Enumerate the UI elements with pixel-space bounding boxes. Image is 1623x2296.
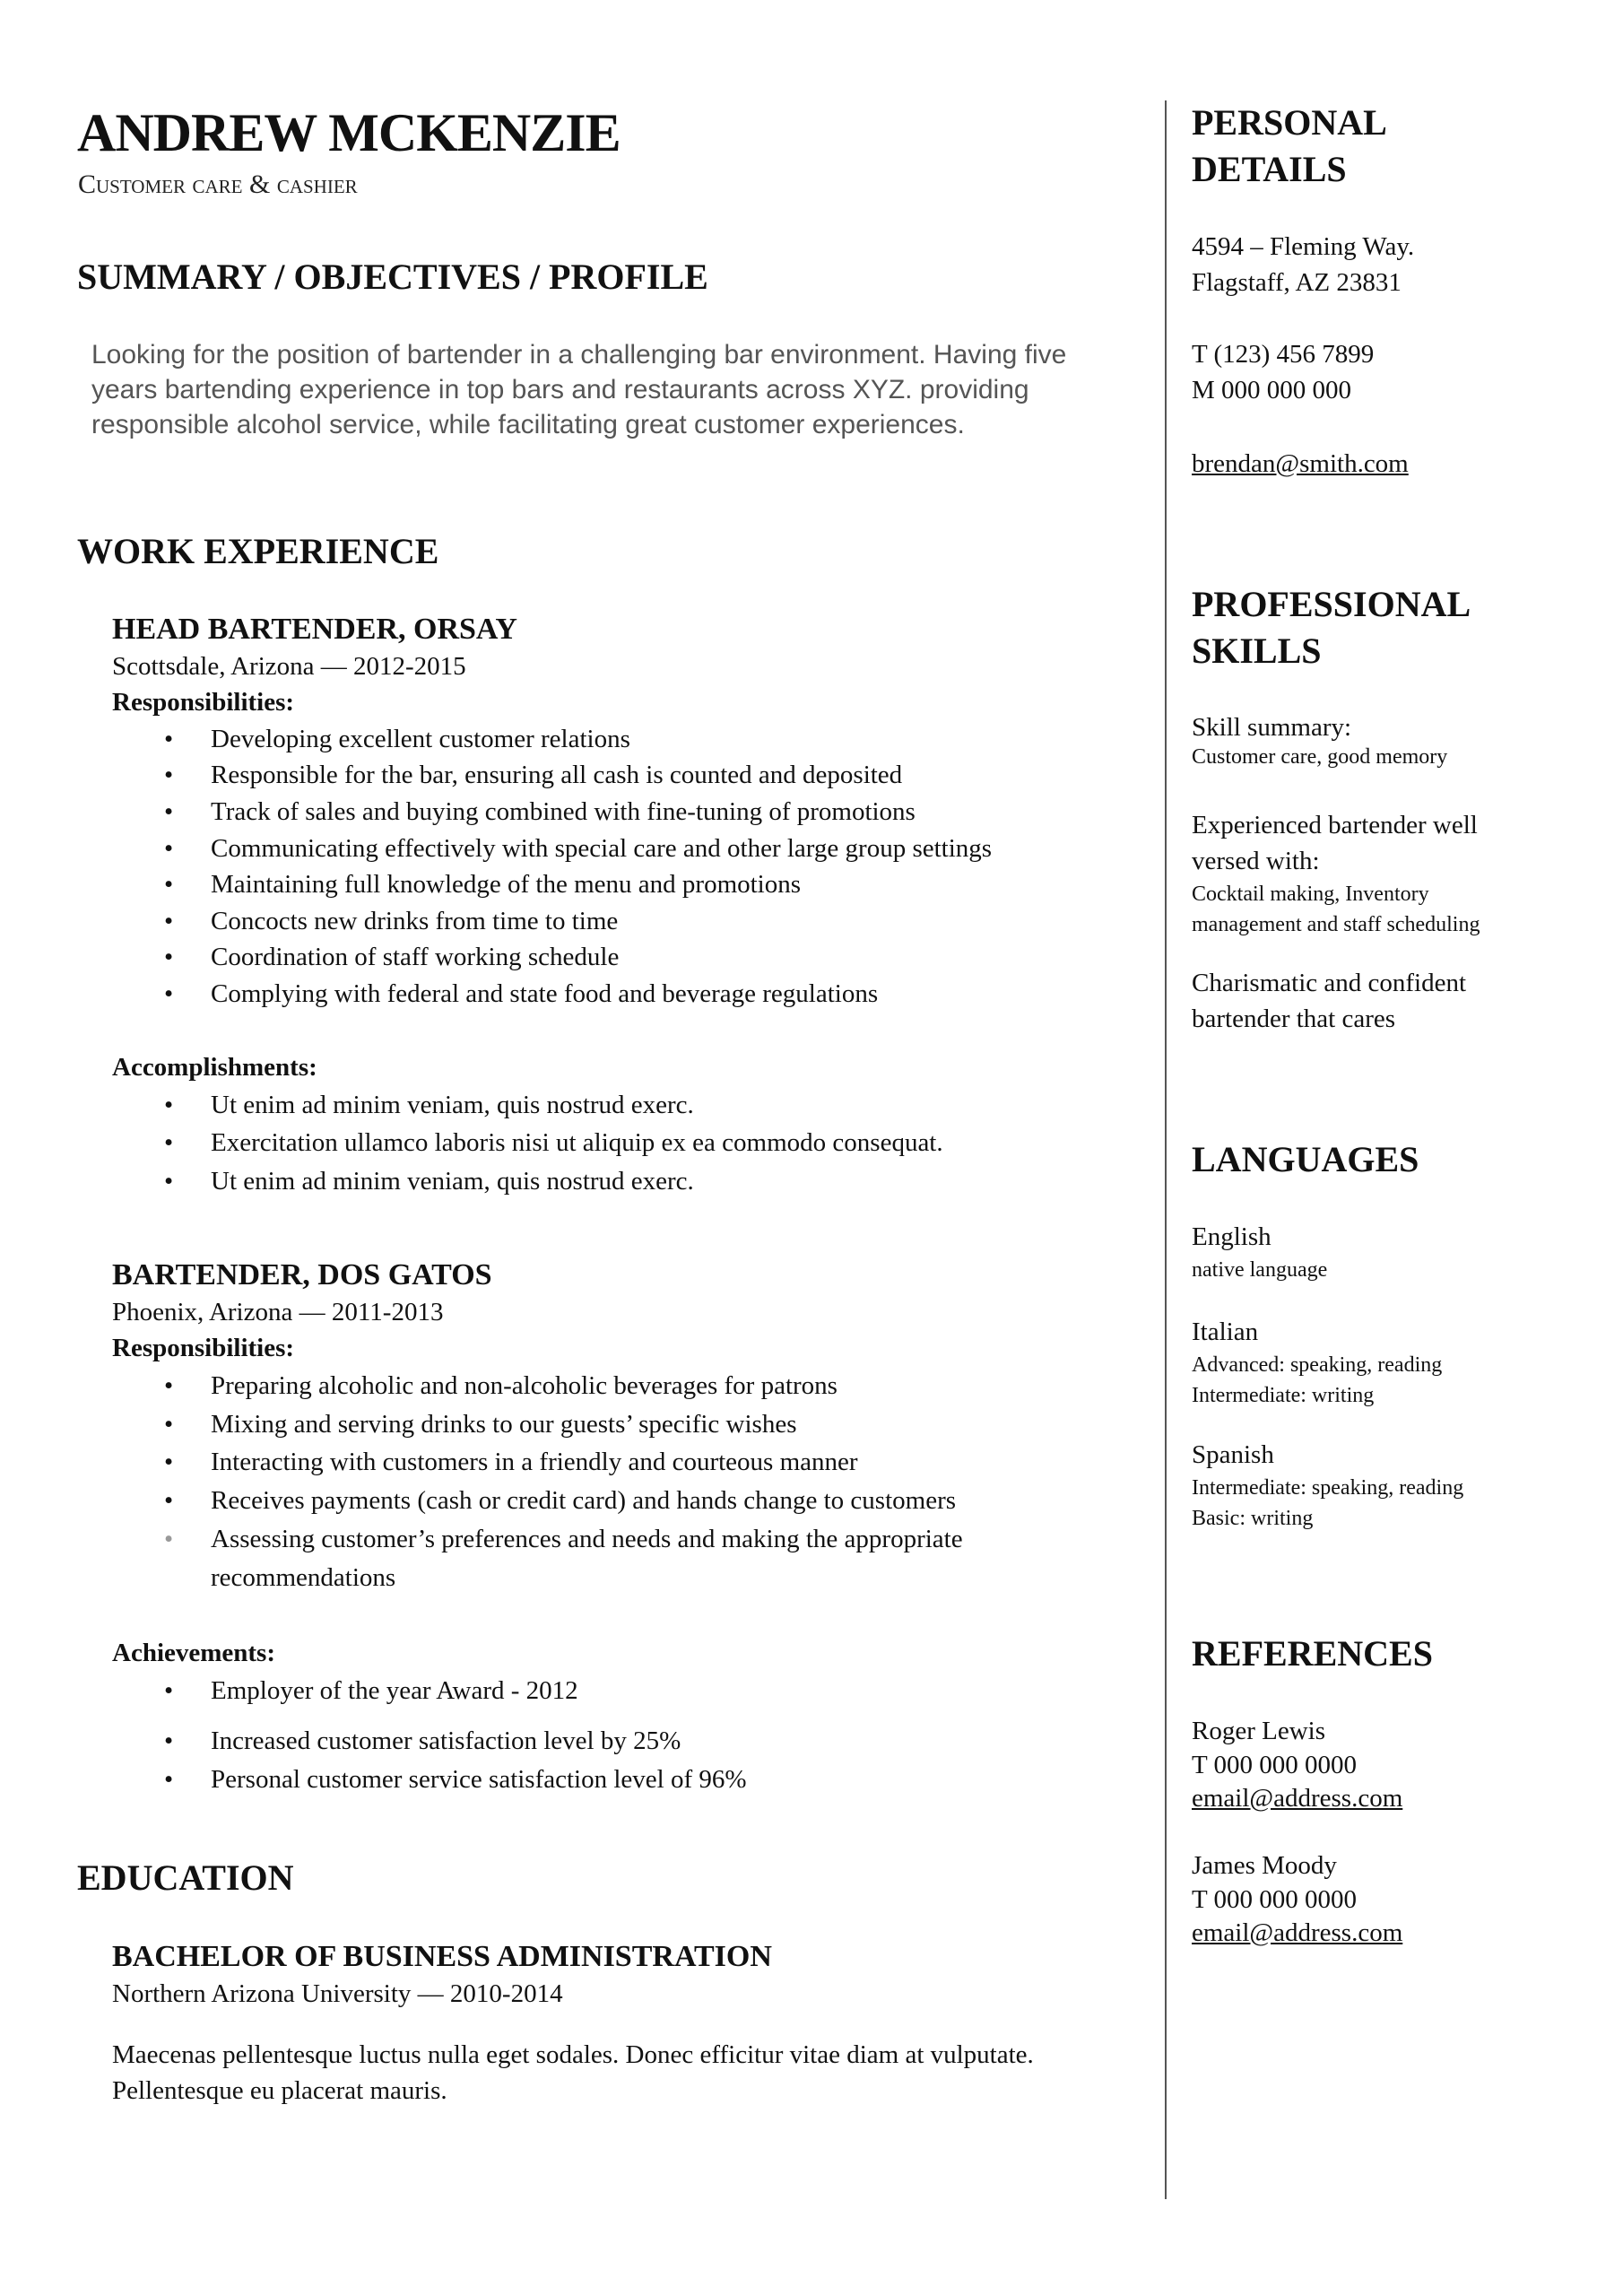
references-heading: REFERENCES <box>1192 1633 1433 1674</box>
phone: T (123) 456 7899 <box>1192 340 1375 369</box>
list-item: • Assessing customer’s preferences and needs and making the appropriate recommendations <box>112 1520 1081 1597</box>
skill-summary <box>1192 709 1447 772</box>
list-item: • Ut enim ad minim veniam, quis nostrud exerc. <box>112 1162 943 1201</box>
reference-email-link[interactable]: email@address.com <box>1192 1918 1403 1947</box>
list-item: • Receives payments (cash or credit card) and hands change to customers <box>112 1482 1081 1520</box>
heading-line: PERSONAL <box>1192 102 1387 143</box>
responsibilities-label: Responsibilities: <box>112 688 295 718</box>
education-description: Maecenas pellentesque luctus nulla eget sodales. Donec efficitur vitae diam at vulputate. Pellentesque eu placerat mauris. <box>112 2040 1034 2106</box>
accomplishments-list <box>112 1086 943 1201</box>
job-2 <box>112 1257 1081 1597</box>
summary-text: Looking for the position of bartender in a challenging bar environment. Having five years bartending experience in top bars and restaurants across XYZ. providing responsible alcohol service, while facilitating great customer experiences. <box>91 340 1067 439</box>
candidate-name: ANDREW MCKENZIE <box>77 103 621 162</box>
reference-email-link[interactable]: email@address.com <box>1192 1784 1403 1813</box>
column-divider <box>1165 100 1167 2199</box>
work-experience-heading: WORK EXPERIENCE <box>77 531 439 571</box>
language-spanish <box>1192 1437 1463 1534</box>
languages-heading: LANGUAGES <box>1192 1139 1419 1179</box>
language-level: Intermediate: writing <box>1192 1384 1375 1407</box>
email-link[interactable]: brendan@smith.com <box>1192 449 1409 478</box>
professional-skills-heading <box>1192 581 1471 674</box>
list-item: • Interacting with customers in a friendly and courteous manner <box>112 1443 1081 1482</box>
list-item: • Concocts new drinks from time to time <box>112 903 992 940</box>
list-item: • Communicating effectively with special care and other large group settings <box>112 831 992 867</box>
list-item: • Exercitation ullamco laboris nisi ut aliquip ex ea commodo consequat. <box>112 1124 943 1162</box>
list-item: • Employer of the year Award - 2012 <box>112 1672 747 1710</box>
reference-2 <box>1192 1849 1402 1951</box>
address-line: 4594 – Fleming Way. <box>1192 232 1415 261</box>
language-level: Intermediate: speaking, reading <box>1192 1476 1464 1500</box>
list-item: • Developing excellent customer relations <box>112 721 992 758</box>
reference-phone: T 000 000 0000 <box>1192 1884 1357 1914</box>
language-name: Italian <box>1192 1318 1259 1346</box>
language-english <box>1192 1219 1327 1285</box>
address <box>1192 229 1414 300</box>
skill-title: Experienced bartender well <box>1192 811 1478 839</box>
reference-1 <box>1192 1715 1402 1816</box>
skill-title: Charismatic and confident <box>1192 969 1467 997</box>
skill-detail: Customer care, good memory <box>1192 745 1448 769</box>
education-entry <box>112 1939 1107 2109</box>
phones <box>1192 336 1374 408</box>
responsibilities-label: Responsibilities: <box>112 1334 295 1363</box>
heading-line: DETAILS <box>1192 149 1347 189</box>
education-heading: EDUCATION <box>77 1857 294 1898</box>
language-name: English <box>1192 1222 1271 1251</box>
list-item: • Personal customer service satisfaction level of 96% <box>112 1761 747 1799</box>
skill-detail: management and staff scheduling <box>1192 913 1480 936</box>
list-item: • Ut enim ad minim veniam, quis nostrud exerc. <box>112 1086 943 1125</box>
achievements-list <box>112 1672 747 1799</box>
job-location: Phoenix, Arizona — 2011-2013 <box>112 1297 444 1326</box>
language-level: native language <box>1192 1258 1328 1282</box>
list-item: • Mixing and serving drinks to our guests’ specific wishes <box>112 1405 1081 1444</box>
job-location: Scottsdale, Arizona — 2012-2015 <box>112 651 466 681</box>
responsibilities-list <box>112 1367 1081 1597</box>
list-item: • Track of sales and buying combined with fine-tuning of promotions <box>112 794 992 831</box>
job-title: HEAD BARTENDER, ORSAY <box>112 613 517 646</box>
personal-details-heading <box>1192 100 1387 193</box>
job-1 <box>112 612 992 1013</box>
heading-line: SKILLS <box>1192 631 1322 671</box>
list-item: • Complying with federal and state food and beverage regulations <box>112 976 992 1013</box>
responsibilities-list <box>112 721 992 1013</box>
job-2-achievements <box>112 1635 747 1799</box>
job-title: BARTENDER, DOS GATOS <box>112 1258 492 1292</box>
reference-name: James Moody <box>1192 1851 1337 1880</box>
reference-name: Roger Lewis <box>1192 1717 1325 1745</box>
school-name: Northern Arizona University — 2010-2014 <box>112 1979 563 2008</box>
address-line: Flagstaff, AZ 23831 <box>1192 268 1402 297</box>
skill-title: Skill summary: <box>1192 713 1352 742</box>
language-level: Basic: writing <box>1192 1507 1314 1530</box>
list-item: • Increased customer satisfaction level by 25% <box>112 1722 747 1761</box>
skill-title: versed with: <box>1192 847 1320 875</box>
heading-line: PROFESSIONAL <box>1192 584 1471 624</box>
skill-detail: Cocktail making, Inventory <box>1192 883 1429 906</box>
list-item: • Coordination of staff working schedule <box>112 939 992 976</box>
job-1-accomplishments <box>112 1049 943 1201</box>
list-item: • Preparing alcoholic and non-alcoholic beverages for patrons <box>112 1367 1081 1405</box>
list-item: • Responsible for the bar, ensuring all cash is counted and deposited <box>112 757 992 794</box>
reference-phone: T 000 000 0000 <box>1192 1750 1357 1779</box>
achievements-label: Achievements: <box>112 1639 276 1667</box>
skill-experienced <box>1192 807 1480 940</box>
candidate-subtitle: Customer care & cashier <box>78 170 358 199</box>
skill-title: bartender that cares <box>1192 1004 1396 1033</box>
language-level: Advanced: speaking, reading <box>1192 1353 1443 1377</box>
mobile: M 000 000 000 <box>1192 376 1352 404</box>
summary-heading: SUMMARY / OBJECTIVES / PROFILE <box>77 257 708 297</box>
list-item: • Maintaining full knowledge of the menu and promotions <box>112 866 992 903</box>
degree-title: BACHELOR OF BUSINESS ADMINISTRATION <box>112 1940 772 1973</box>
skill-charismatic <box>1192 965 1466 1037</box>
accomplishments-label: Accomplishments: <box>112 1053 317 1082</box>
language-name: Spanish <box>1192 1440 1274 1469</box>
language-italian <box>1192 1314 1442 1411</box>
